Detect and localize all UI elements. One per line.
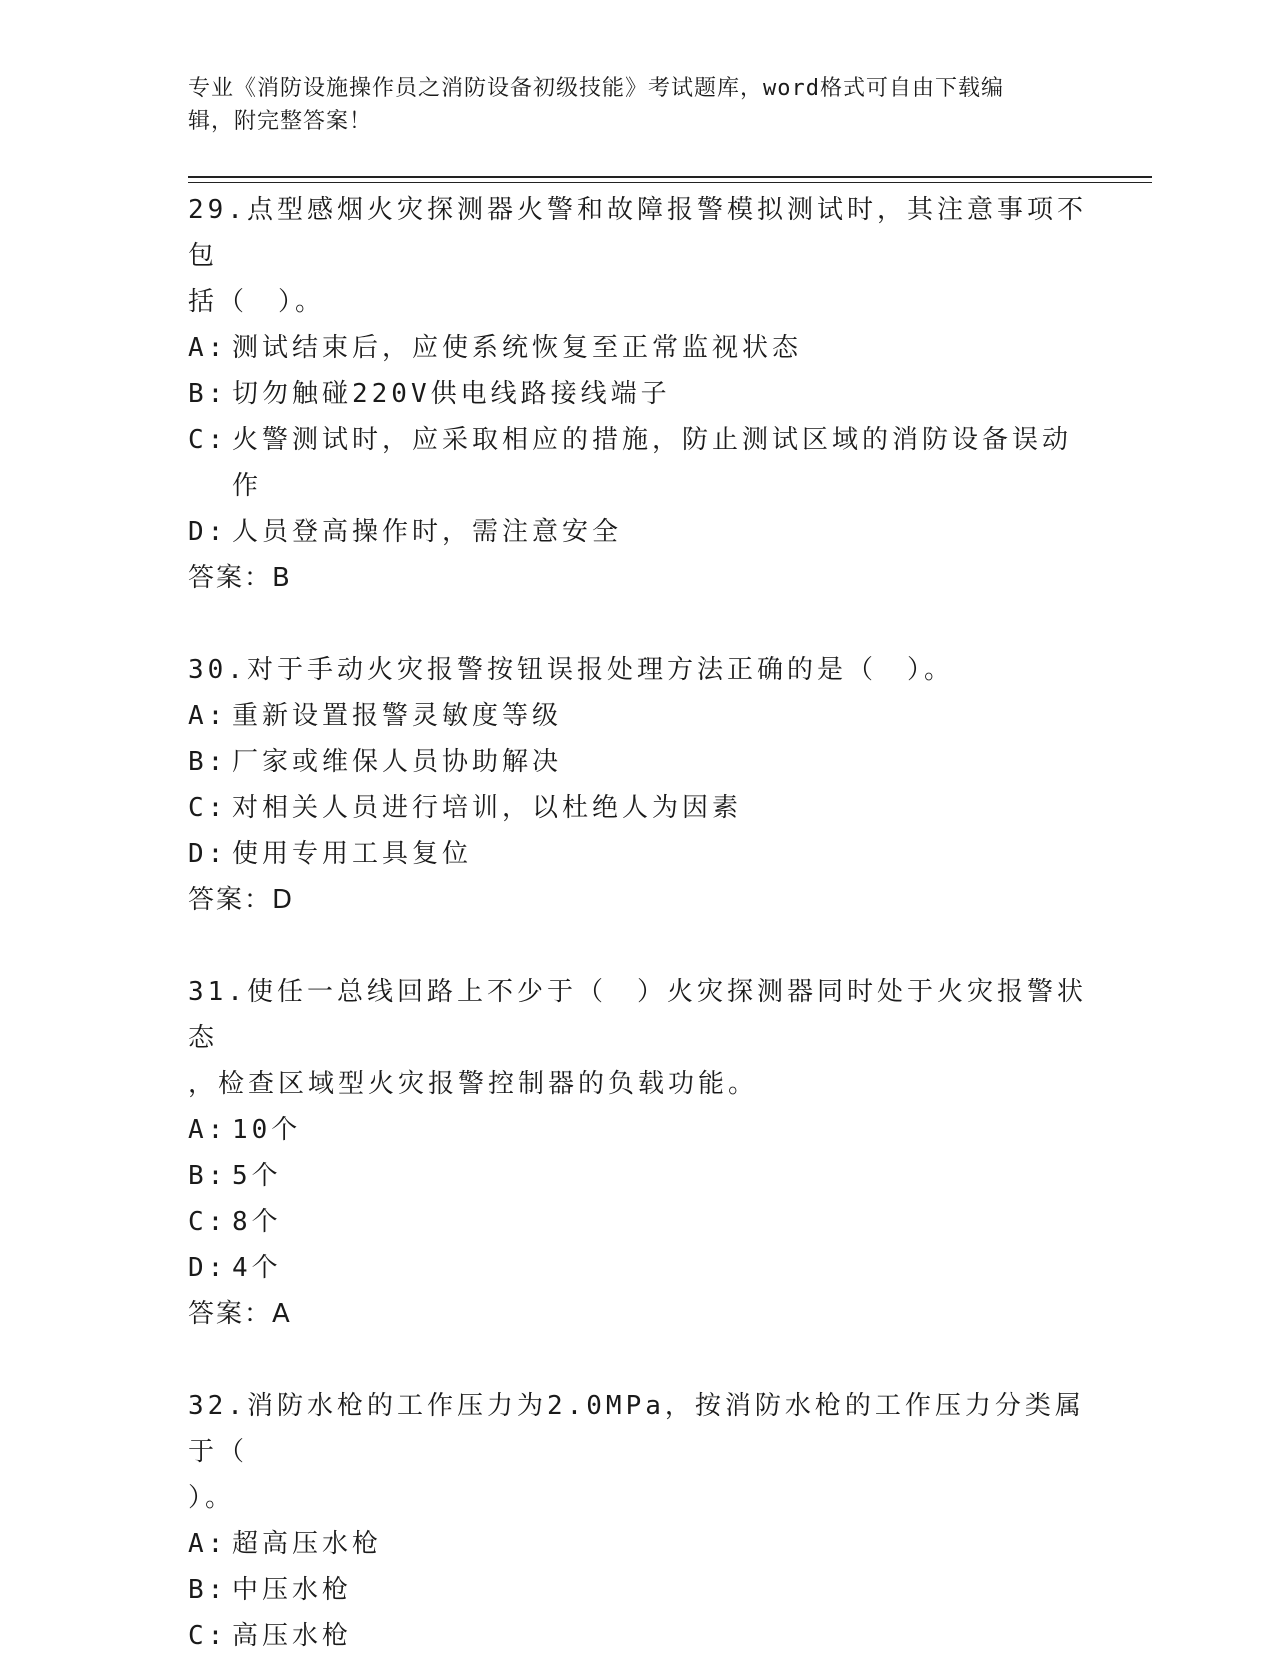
option-b bbox=[188, 1567, 1088, 1613]
question-32 bbox=[188, 1383, 1088, 1659]
option-letter: D: bbox=[188, 839, 228, 869]
option-letter: D: bbox=[188, 517, 228, 547]
option-text: 高压水枪 bbox=[232, 1621, 353, 1651]
option-letter: A: bbox=[188, 1115, 228, 1145]
option-letter: C: bbox=[188, 1621, 228, 1651]
option-letter: C: bbox=[188, 1207, 228, 1237]
option-c bbox=[188, 1613, 1088, 1659]
option-c bbox=[188, 785, 1088, 831]
option-a bbox=[188, 1521, 1088, 1567]
option-text: 4个 bbox=[232, 1253, 282, 1283]
option-text: 中压水枪 bbox=[232, 1575, 353, 1605]
option-letter: A: bbox=[188, 333, 228, 363]
option-a bbox=[188, 325, 1088, 371]
header-divider-thin bbox=[188, 182, 1152, 183]
option-d bbox=[188, 1245, 1088, 1291]
option-letter: A: bbox=[188, 701, 228, 731]
question-stem: 32.消防水枪的工作压力为2.0MPa，按消防水枪的工作压力分类属于（ bbox=[188, 1391, 1085, 1467]
document-header bbox=[188, 72, 1068, 138]
option-letter: C: bbox=[188, 793, 228, 823]
question-29 bbox=[188, 187, 1088, 601]
option-letter: B: bbox=[188, 1575, 228, 1605]
option-letter: A: bbox=[188, 1529, 228, 1559]
option-c bbox=[188, 417, 1088, 509]
header-line-1: 专业《消防设施操作员之消防设备初级技能》考试题库，word格式可自由下载编 bbox=[188, 76, 1004, 101]
option-letter: B: bbox=[188, 379, 228, 409]
option-letter: B: bbox=[188, 747, 228, 777]
question-31 bbox=[188, 969, 1088, 1337]
option-text: 厂家或维保人员协助解决 bbox=[232, 747, 563, 777]
option-b bbox=[188, 1153, 1088, 1199]
header-divider-thick bbox=[188, 176, 1152, 178]
option-text: 测试结束后，应使系统恢复至正常监视状态 bbox=[232, 333, 803, 363]
question-stem: 29.点型感烟火灾探测器火警和故障报警模拟测试时，其注意事项不包 bbox=[188, 195, 1087, 271]
option-text: 人员登高操作时，需注意安全 bbox=[232, 517, 623, 547]
option-d bbox=[188, 509, 1088, 555]
option-b bbox=[188, 371, 1088, 417]
question-spacer bbox=[188, 1337, 1088, 1383]
answer-line: 答案：D bbox=[188, 885, 295, 915]
option-letter: D: bbox=[188, 1253, 228, 1283]
question-stem-continued: 括（ ）。 bbox=[188, 287, 326, 317]
option-text: 5个 bbox=[232, 1161, 282, 1191]
question-spacer bbox=[188, 601, 1088, 647]
option-text: 对相关人员进行培训，以杜绝人为因素 bbox=[232, 793, 743, 823]
option-letter: B: bbox=[188, 1161, 228, 1191]
option-a bbox=[188, 693, 1088, 739]
option-text: 10个 bbox=[232, 1115, 302, 1145]
question-stem: 30.对于手动火灾报警按钮误报处理方法正确的是（ ）。 bbox=[188, 655, 954, 685]
question-list bbox=[188, 187, 1088, 1659]
option-text: 8个 bbox=[232, 1207, 282, 1237]
option-d bbox=[188, 831, 1088, 877]
option-text: 重新设置报警灵敏度等级 bbox=[232, 701, 563, 731]
question-stem-continued: ）。 bbox=[188, 1483, 236, 1513]
option-text: 切勿触碰220V供电线路接线端子 bbox=[232, 379, 671, 409]
option-c bbox=[188, 1199, 1088, 1245]
answer-line: 答案：B bbox=[188, 563, 292, 593]
option-a bbox=[188, 1107, 1088, 1153]
option-text: 使用专用工具复位 bbox=[232, 839, 473, 869]
answer-line: 答案：A bbox=[188, 1299, 292, 1329]
header-line-2: 辑，附完整答案！ bbox=[188, 109, 373, 134]
option-text: 超高压水枪 bbox=[232, 1529, 383, 1559]
question-spacer bbox=[188, 923, 1088, 969]
option-text: 火警测试时，应采取相应的措施，防止测试区域的消防设备误动作 bbox=[232, 425, 1073, 501]
question-stem: 31.使任一总线回路上不少于（ ）火灾探测器同时处于火灾报警状态 bbox=[188, 977, 1087, 1053]
question-stem-continued: ，检查区域型火灾报警控制器的负载功能。 bbox=[188, 1069, 759, 1099]
option-b bbox=[188, 739, 1088, 785]
option-letter: C: bbox=[188, 425, 228, 455]
question-30 bbox=[188, 647, 1088, 923]
